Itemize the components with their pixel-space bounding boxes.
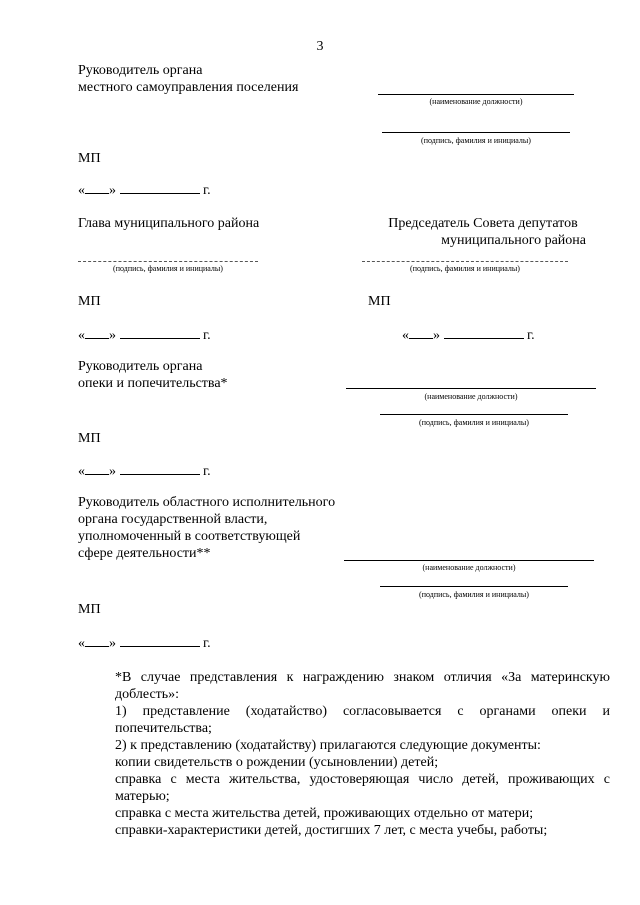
regional-head-date: « » г. — [78, 636, 211, 651]
district-head-signature-caption: (подпись, фамилия и инициалы) — [113, 264, 223, 273]
settlement-head-stamp: МП — [78, 151, 101, 166]
regional-head-title-line1: Руководитель областного исполнительного — [78, 495, 336, 510]
footnote-doc-1: копии свидетельств о рождении (усыновлении) детей; — [115, 755, 439, 770]
council-chair-title-line2: муниципального района — [441, 233, 586, 248]
settlement-head-position-line — [378, 94, 574, 95]
guardianship-head-signature-caption: (подпись, фамилия и инициалы) — [419, 418, 529, 427]
footnote-doc-2: справка с места жительства, удостоверяющая число детей, проживающих с матерью; — [115, 772, 610, 804]
settlement-head-date: « » г. — [78, 183, 211, 198]
council-chair-title-line1: Председатель Совета депутатов — [388, 216, 578, 231]
guardianship-head-position-line — [346, 388, 596, 389]
regional-head-title-line4: сфере деятельности** — [78, 546, 211, 561]
regional-head-title-line2: органа государственной власти, — [78, 512, 268, 527]
page-number: 3 — [316, 39, 324, 54]
regional-head-stamp: МП — [78, 602, 101, 617]
footnote-intro: *В случае представления к награждению знаком отличия «За материнскую доблесть»: — [115, 670, 610, 702]
district-head-date: « » г. — [78, 328, 211, 343]
footnote-item-2: 2) к представлению (ходатайству) прилагаются следующие документы: — [115, 738, 541, 753]
guardianship-head-position-caption: (наименование должности) — [424, 392, 518, 401]
regional-head-signature-caption: (подпись, фамилия и инициалы) — [419, 590, 529, 599]
guardianship-head-title-line2: опеки и попечительства* — [78, 376, 228, 391]
district-head-signature-line — [78, 261, 258, 262]
guardianship-head-stamp: МП — [78, 431, 101, 446]
regional-head-title-line3: уполномоченный в соответствующей — [78, 529, 301, 544]
settlement-head-position-caption: (наименование должности) — [429, 97, 523, 106]
settlement-head-title-line2: местного самоуправления поселения — [78, 80, 299, 95]
regional-head-position-caption: (наименование должности) — [422, 563, 516, 572]
footnote-doc-4: справки-характеристики детей, достигших 7 лет, с места учебы, работы; — [115, 823, 548, 838]
settlement-head-title-line1: Руководитель органа — [78, 63, 203, 78]
settlement-head-signature-line — [382, 132, 570, 133]
district-head-stamp: МП — [78, 294, 101, 309]
footnote-item-1: 1) представление (ходатайство) согласовывается с органами опеки и попечительства; — [115, 704, 610, 736]
council-chair-date: « » г. — [402, 328, 535, 343]
council-chair-stamp: МП — [368, 294, 391, 309]
guardianship-head-title-line1: Руководитель органа — [78, 359, 203, 374]
district-head-title: Глава муниципального района — [78, 216, 260, 231]
settlement-head-signature-caption: (подпись, фамилия и инициалы) — [421, 136, 531, 145]
council-chair-signature-caption: (подпись, фамилия и инициалы) — [410, 264, 520, 273]
regional-head-position-line — [344, 560, 594, 561]
footnote — [78, 669, 610, 839]
guardianship-head-signature-line — [380, 414, 568, 415]
footnote-doc-3: справка с места жительства детей, проживающих отдельно от матери; — [115, 806, 534, 821]
council-chair-signature-line — [362, 261, 568, 262]
guardianship-head-date: « » г. — [78, 464, 211, 479]
regional-head-signature-line — [380, 586, 568, 587]
